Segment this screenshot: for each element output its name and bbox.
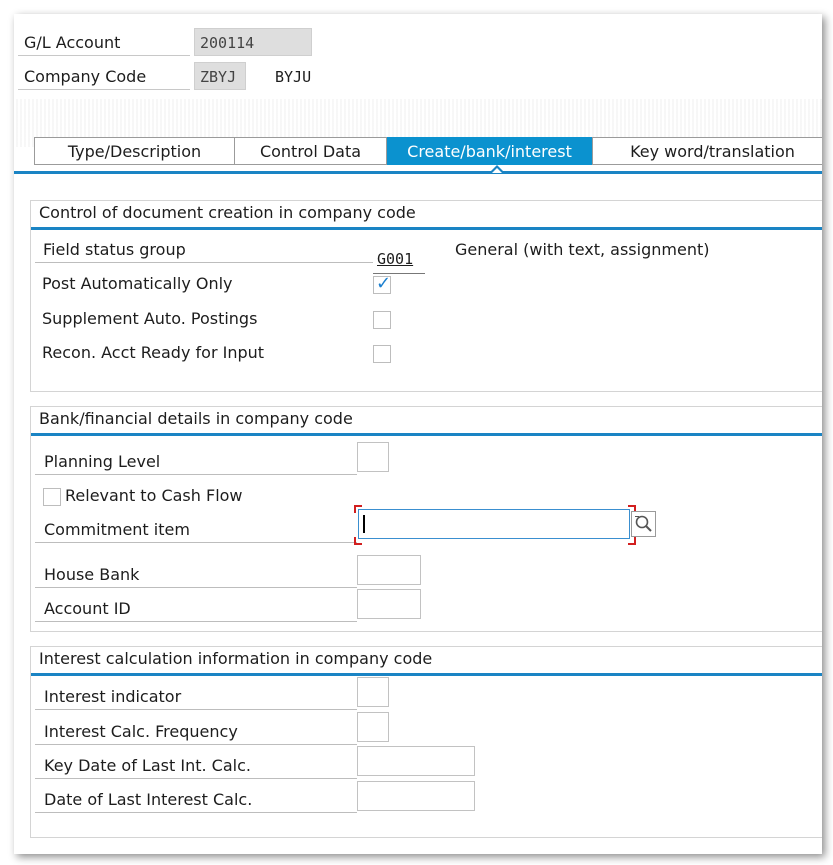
- group-title-document-creation: Control of document creation in company code: [31, 201, 822, 230]
- date-last-field[interactable]: [357, 781, 475, 811]
- focus-corner-bl: [354, 537, 362, 545]
- interest-indicator-label: Interest indicator: [35, 685, 357, 710]
- interest-freq-label: Interest Calc. Frequency: [35, 720, 357, 745]
- checkmark-icon: ✓: [376, 273, 392, 294]
- house-bank-label: House Bank: [35, 563, 357, 588]
- key-date-field[interactable]: [357, 746, 475, 776]
- tab-strip-line: [14, 171, 822, 174]
- group-title-interest-calc: Interest calculation information in company code: [31, 647, 822, 676]
- field-status-group-value: G001: [377, 250, 414, 268]
- bank-details-group: [30, 406, 822, 632]
- search-help-icon: [633, 513, 655, 535]
- relevant-cash-flow-checkbox[interactable]: [43, 488, 61, 506]
- post-auto-only-checkbox[interactable]: [373, 273, 392, 294]
- text-cursor: [363, 515, 365, 533]
- commitment-item-field[interactable]: [358, 509, 630, 539]
- key-date-label: Key Date of Last Int. Calc.: [35, 754, 357, 779]
- field-status-group-field[interactable]: [373, 246, 425, 274]
- company-code-label: Company Code: [18, 65, 190, 90]
- commitment-item-label: Commitment item: [35, 518, 357, 543]
- search-help-button[interactable]: [631, 511, 656, 537]
- gl-account-window: [14, 14, 822, 854]
- planning-level-field[interactable]: [357, 442, 389, 472]
- gl-account-field[interactable]: 200114: [194, 28, 312, 56]
- field-status-group-label: Field status group: [35, 238, 383, 263]
- account-id-field[interactable]: [357, 589, 421, 619]
- post-auto-only-label: Post Automatically Only: [42, 274, 233, 293]
- supplement-auto-checkbox[interactable]: [373, 311, 391, 329]
- field-status-group-description: General (with text, assignment): [455, 240, 710, 259]
- planning-level-label: Planning Level: [35, 450, 357, 475]
- tab-key-word-translation[interactable]: Key word/translation: [592, 137, 822, 165]
- company-code-field[interactable]: ZBYJ: [194, 62, 246, 90]
- tab-control-data[interactable]: Control Data: [234, 137, 387, 165]
- gl-account-label: G/L Account: [18, 31, 190, 56]
- interest-freq-field[interactable]: [357, 712, 389, 742]
- house-bank-field[interactable]: [357, 555, 421, 585]
- focus-corner-br: [628, 537, 636, 545]
- date-last-label: Date of Last Interest Calc.: [35, 788, 357, 813]
- document-creation-group: [30, 200, 822, 392]
- focus-corner-tl: [354, 505, 362, 513]
- recon-acct-checkbox[interactable]: [373, 345, 391, 363]
- supplement-auto-label: Supplement Auto. Postings: [42, 309, 258, 328]
- company-name: BYJU: [275, 68, 312, 86]
- recon-acct-label: Recon. Acct Ready for Input: [42, 343, 265, 362]
- tab-create-bank-interest[interactable]: Create/bank/interest: [387, 137, 592, 165]
- tab-type-description[interactable]: Type/Description: [34, 137, 235, 165]
- relevant-cash-flow-label: Relevant to Cash Flow: [65, 486, 243, 505]
- group-title-bank-details: Bank/financial details in company code: [31, 407, 822, 436]
- interest-calc-group: [30, 646, 822, 838]
- account-id-label: Account ID: [35, 597, 357, 622]
- interest-indicator-field[interactable]: [357, 677, 389, 707]
